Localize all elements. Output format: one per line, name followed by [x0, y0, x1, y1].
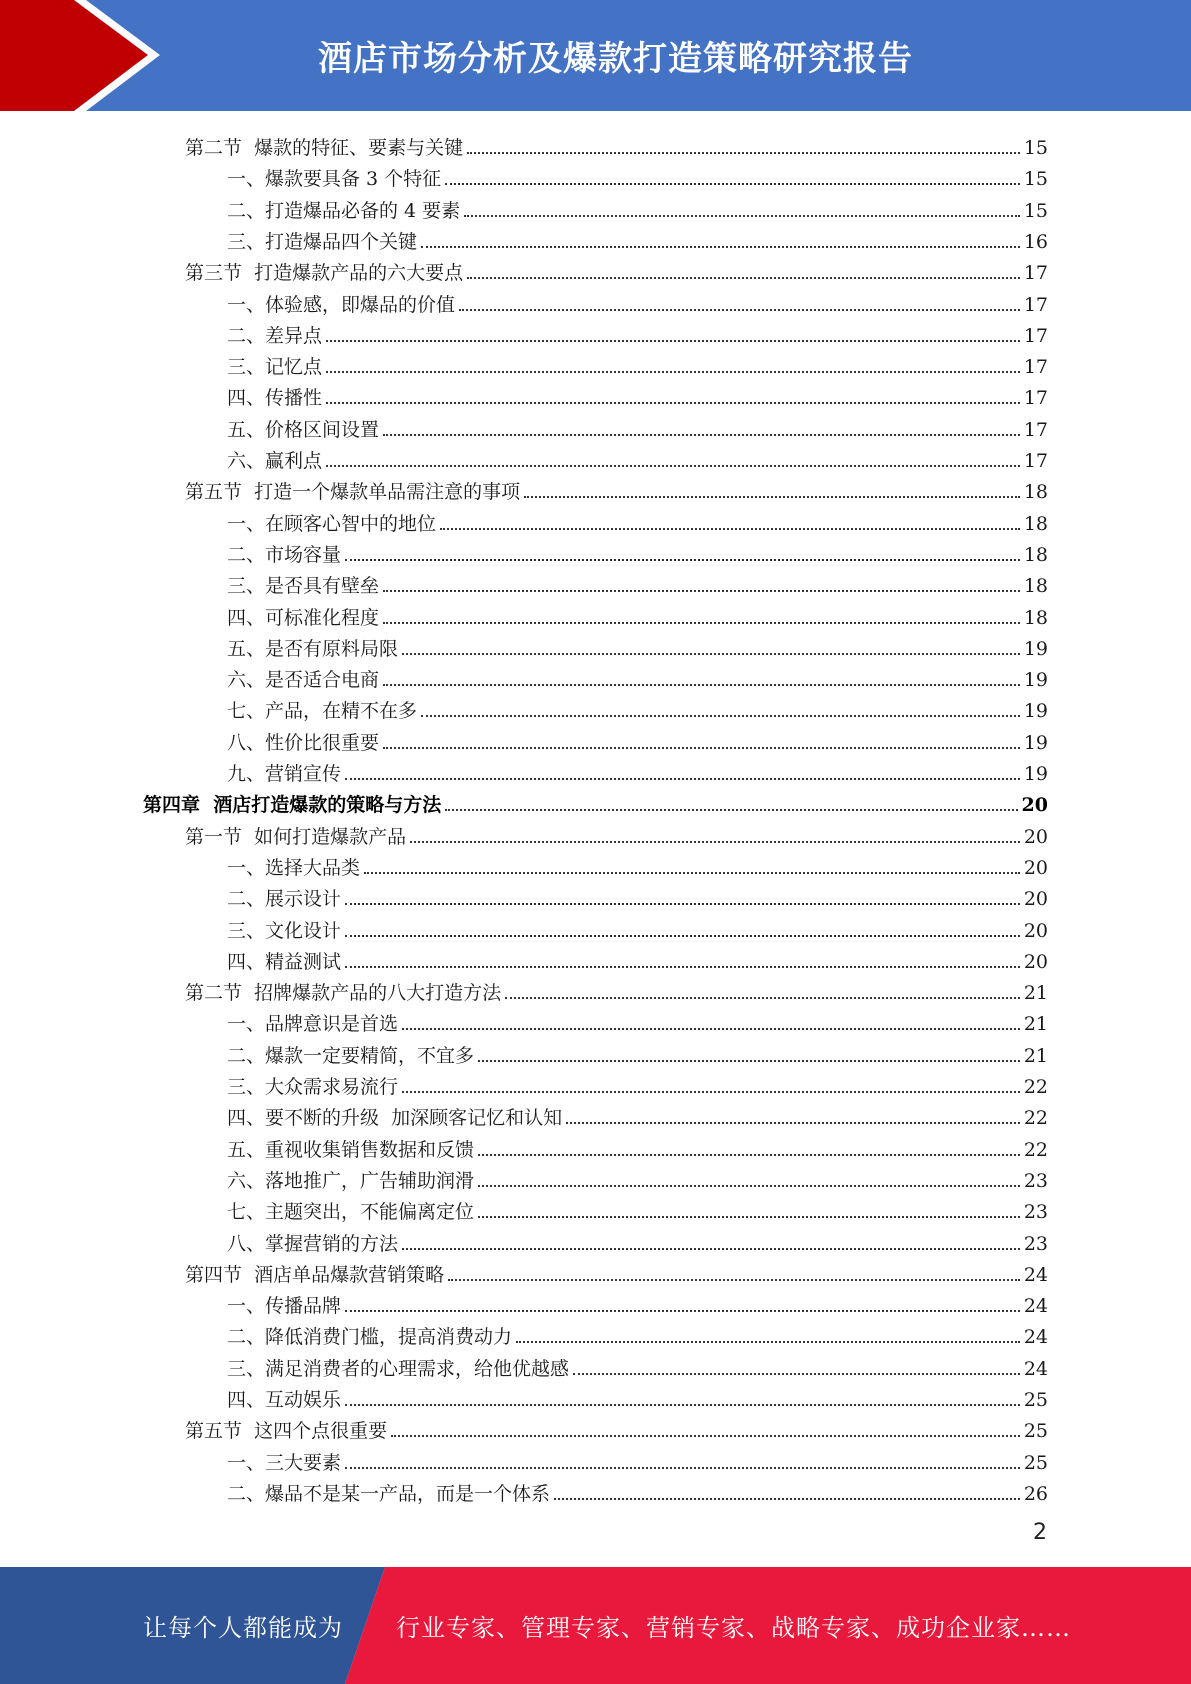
- toc-entry[interactable]: [227, 753, 1048, 784]
- toc-entry[interactable]: [227, 409, 1048, 440]
- toc-entry[interactable]: [227, 1129, 1048, 1160]
- header-arrow-decoration: [0, 0, 200, 111]
- toc-entry-page: 17: [1023, 324, 1048, 347]
- toc-entry-page: 15: [1023, 168, 1048, 191]
- toc-entry[interactable]: [185, 816, 1048, 847]
- toc-entry[interactable]: [227, 1223, 1048, 1254]
- toc-entry-page: 24: [1023, 1295, 1048, 1318]
- toc-dot-leader: [345, 1403, 1020, 1406]
- toc-entry-page: 25: [1023, 1451, 1048, 1474]
- report-title: 酒店市场分析及爆款打造策略研究报告: [318, 39, 913, 79]
- toc-entry[interactable]: [227, 565, 1048, 596]
- toc-entry-page: 18: [1023, 606, 1048, 629]
- toc-dot-leader: [467, 276, 1020, 279]
- toc-entry-page: 22: [1023, 1138, 1048, 1161]
- toc-entry[interactable]: [185, 252, 1048, 283]
- toc-dot-leader: [516, 1340, 1020, 1343]
- toc-entry-label: 一、爆款要具备 3 个特征: [227, 168, 442, 191]
- toc-entry-page: 25: [1023, 1389, 1048, 1411]
- toc-dot-leader: [410, 840, 1020, 843]
- toc-dot-leader: [402, 1090, 1020, 1093]
- toc-entry-page: 20: [1021, 794, 1048, 817]
- toc-dot-leader: [402, 1247, 1020, 1250]
- page-header: [0, 0, 1191, 111]
- toc-entry-label: 七、产品，在精不在多: [227, 700, 418, 723]
- toc-entry[interactable]: [227, 1035, 1048, 1066]
- toc-entry-page: 20: [1023, 888, 1048, 911]
- toc-dot-leader: [326, 401, 1020, 404]
- toc-dot-leader: [478, 1059, 1020, 1062]
- footer-slogan-right: 行业专家、管理专家、营销专家、战略专家、成功企业家……: [396, 1614, 1071, 1642]
- toc-entry-label: 第二节 招牌爆款产品的八大打造方法: [185, 982, 502, 1005]
- toc-entry[interactable]: [227, 1442, 1048, 1473]
- toc-dot-leader: [345, 777, 1020, 780]
- toc-dot-leader: [464, 214, 1020, 217]
- toc-entry[interactable]: [227, 377, 1048, 408]
- toc-entry-label: 八、性价比很重要: [227, 731, 380, 754]
- toc-entry-label: 二、爆品不是某一产品，而是一个体系: [227, 1482, 551, 1505]
- toc-dot-leader: [459, 308, 1020, 311]
- toc-dot-leader: [505, 996, 1020, 999]
- toc-entry[interactable]: [227, 1191, 1048, 1222]
- toc-entry-label: 一、品牌意识是首选: [227, 1013, 399, 1036]
- toc-dot-leader: [566, 1121, 1020, 1124]
- toc-entry-label: 一、选择大品类: [227, 856, 361, 879]
- toc-entry-page: 24: [1023, 1357, 1048, 1380]
- toc-entry-label: 二、降低消费门槛，提高消费动力: [227, 1326, 513, 1349]
- toc-entry-label: 四、精益测试: [227, 950, 342, 973]
- toc-dot-leader: [391, 1434, 1020, 1437]
- toc-dot-leader: [345, 902, 1020, 905]
- toc-entry-label: 四、要不断的升级 加深顾客记忆和认知: [227, 1107, 563, 1130]
- toc-entry-label: 三、文化设计: [227, 919, 342, 942]
- toc-dot-leader: [326, 339, 1020, 342]
- toc-entry-page: 18: [1023, 575, 1048, 598]
- toc-dot-leader: [383, 746, 1020, 749]
- toc-entry-label: 一、三大要素: [227, 1451, 342, 1474]
- toc-dot-leader: [421, 714, 1020, 717]
- toc-entry-page: 23: [1023, 1169, 1048, 1192]
- toc-dot-leader: [445, 182, 1020, 185]
- toc-entry[interactable]: [227, 221, 1048, 252]
- toc-dot-leader: [345, 558, 1020, 561]
- toc-entry[interactable]: [185, 471, 1048, 502]
- toc-entry[interactable]: [227, 284, 1048, 315]
- toc-entry-page: 20: [1023, 950, 1048, 973]
- toc-entry[interactable]: [227, 1316, 1048, 1347]
- toc-entry[interactable]: [185, 972, 1048, 1003]
- toc-entry-page: 19: [1023, 637, 1048, 660]
- toc-dot-leader: [326, 464, 1020, 467]
- toc-dot-leader: [383, 683, 1020, 686]
- toc-dot-leader: [345, 1309, 1020, 1312]
- toc-entry-page: 23: [1023, 1201, 1048, 1224]
- toc-entry[interactable]: [227, 910, 1048, 941]
- toc-entry[interactable]: [227, 941, 1048, 972]
- toc-entry-label: 一、体验感，即爆品的价值: [227, 293, 456, 316]
- toc-entry[interactable]: [227, 346, 1048, 377]
- toc-entry-page: 15: [1023, 199, 1048, 222]
- toc-entry[interactable]: [227, 878, 1048, 909]
- toc-entry[interactable]: [227, 628, 1048, 659]
- toc-entry-label: 第三节 打造爆款产品的六大要点: [185, 262, 464, 285]
- toc-entry-page: 16: [1023, 230, 1048, 253]
- toc-entry-label: 二、爆款一定要精简，不宜多: [227, 1044, 475, 1067]
- toc-entry[interactable]: [185, 1254, 1048, 1285]
- toc-entry-page: 24: [1023, 1263, 1048, 1286]
- toc-entry-label: 三、大众需求易流行: [227, 1076, 399, 1098]
- toc-entry-label: 三、打造爆品四个关键: [227, 230, 418, 253]
- toc-entry[interactable]: [227, 1160, 1048, 1191]
- toc-dot-leader: [448, 1278, 1020, 1281]
- toc-entry-label: 一、在顾客心智中的地位: [227, 512, 437, 535]
- toc-dot-leader: [421, 245, 1020, 248]
- toc-dot-leader: [345, 934, 1020, 937]
- toc-entry[interactable]: [227, 440, 1048, 471]
- toc-dot-leader: [364, 871, 1020, 874]
- toc-entry-label: 六、是否适合电商: [227, 669, 380, 692]
- toc-entry-label: 三、是否具有壁垒: [227, 575, 380, 598]
- toc-entry[interactable]: [227, 722, 1048, 753]
- toc-entry-page: 19: [1023, 700, 1048, 723]
- toc-entry-label: 五、是否有原料局限: [227, 637, 399, 660]
- toc-entry-label: 四、传播性: [227, 387, 323, 410]
- toc-entry-page: 21: [1023, 982, 1048, 1005]
- toc-entry-page: 25: [1023, 1420, 1048, 1443]
- toc-entry-page: 19: [1023, 669, 1048, 692]
- toc-entry-label: 一、传播品牌: [227, 1295, 342, 1318]
- toc-dot-leader: [345, 965, 1020, 968]
- page-footer: [0, 1567, 1191, 1684]
- toc-entry[interactable]: [227, 1066, 1048, 1097]
- toc-entry-label: 六、落地推广，广告辅助润滑: [227, 1169, 475, 1192]
- toc-dot-leader: [478, 1215, 1020, 1218]
- toc-dot-leader: [524, 495, 1020, 498]
- toc-entry[interactable]: [227, 659, 1048, 690]
- page-number: 2: [1033, 1520, 1047, 1545]
- toc-dot-leader: [326, 370, 1020, 373]
- toc-entry-page: 18: [1023, 481, 1048, 504]
- toc-entry-label: 三、记忆点: [227, 356, 323, 379]
- toc-entry-label: 二、打造爆品必备的 4 要素: [227, 199, 461, 222]
- toc-entry-label: 第二节 爆款的特征、要素与关键: [185, 137, 464, 159]
- toc-entry[interactable]: [227, 503, 1048, 534]
- toc-entry[interactable]: [227, 1348, 1048, 1379]
- toc-entry-page: 26: [1023, 1482, 1048, 1505]
- toc-entry[interactable]: [227, 1003, 1048, 1034]
- toc-dot-leader: [402, 1027, 1020, 1030]
- toc-dot-leader: [402, 652, 1020, 655]
- toc-entry[interactable]: [227, 1473, 1048, 1504]
- toc-dot-leader: [345, 1466, 1020, 1469]
- toc-entry[interactable]: [185, 127, 1048, 158]
- toc-entry-label: 第五节 打造一个爆款单品需注意的事项: [185, 481, 521, 504]
- toc-entry-label: 四、互动娱乐: [227, 1389, 342, 1411]
- toc-entry[interactable]: [185, 1410, 1048, 1441]
- toc-entry[interactable]: [227, 690, 1048, 721]
- toc-entry-label: 五、重视收集销售数据和反馈: [227, 1138, 475, 1161]
- toc-entry-label: 二、市场容量: [227, 543, 342, 566]
- toc-entry-label: 四、可标准化程度: [227, 606, 380, 629]
- toc-entry-label: 二、展示设计: [227, 888, 342, 911]
- toc-entry[interactable]: [227, 597, 1048, 628]
- toc-dot-leader: [478, 1153, 1020, 1156]
- toc-entry[interactable]: [227, 158, 1048, 189]
- toc-entry[interactable]: [227, 534, 1048, 565]
- toc-entry[interactable]: [227, 315, 1048, 346]
- toc-entry-page: 18: [1023, 543, 1048, 566]
- toc-entry-page: 19: [1023, 763, 1048, 785]
- toc-entry[interactable]: [227, 1285, 1048, 1316]
- toc-dot-leader: [383, 433, 1020, 436]
- toc-entry-page: 17: [1023, 356, 1048, 379]
- toc-entry-label: 二、差异点: [227, 324, 323, 347]
- toc-dot-leader: [383, 621, 1020, 624]
- toc-entry-page: 17: [1023, 387, 1048, 410]
- toc-entry[interactable]: [227, 190, 1048, 221]
- toc-entry[interactable]: [227, 1379, 1048, 1410]
- toc-entry-page: 17: [1023, 262, 1048, 285]
- toc-dot-leader: [478, 1184, 1020, 1187]
- toc-dot-leader: [383, 589, 1020, 592]
- toc-entry[interactable]: [227, 1097, 1048, 1128]
- toc-dot-leader: [445, 808, 1017, 811]
- toc-entry-label: 五、价格区间设置: [227, 418, 380, 441]
- toc-entry-label: 六、赢利点: [227, 450, 323, 472]
- toc-entry-page: 15: [1023, 137, 1048, 159]
- toc-entry-page: 19: [1023, 731, 1048, 754]
- toc-entry-page: 20: [1023, 919, 1048, 942]
- toc-dot-leader: [440, 527, 1020, 530]
- toc-entry-label: 九、营销宣传: [227, 763, 342, 785]
- toc-entry-page: 24: [1023, 1326, 1048, 1349]
- toc-entry-label: 第四节 酒店单品爆款营销策略: [185, 1263, 445, 1286]
- toc-entry-page: 18: [1023, 512, 1048, 535]
- toc-entry-label: 第五节 这四个点很重要: [185, 1420, 388, 1443]
- toc-entry-page: 22: [1023, 1076, 1048, 1098]
- toc-entry[interactable]: [143, 784, 1048, 815]
- toc-entry-label: 第四章 酒店打造爆款的策略与方法: [143, 794, 442, 817]
- toc-entry-label: 第一节 如何打造爆款产品: [185, 825, 407, 848]
- toc-entry-page: 23: [1023, 1232, 1048, 1255]
- toc-entry-label: 七、主题突出，不能偏离定位: [227, 1201, 475, 1224]
- toc-entry-page: 20: [1023, 825, 1048, 848]
- toc-entry-page: 22: [1023, 1107, 1048, 1130]
- toc-entry-label: 八、掌握营销的方法: [227, 1232, 399, 1255]
- toc-dot-leader: [573, 1372, 1020, 1375]
- toc-entry-label: 三、满足消费者的心理需求，给他优越感: [227, 1357, 570, 1380]
- footer-slogan-left: 让每个人都能成为: [143, 1614, 343, 1642]
- toc-dot-leader: [554, 1497, 1020, 1500]
- toc-entry-page: 21: [1023, 1044, 1048, 1067]
- toc-entry[interactable]: [227, 847, 1048, 878]
- toc-dot-leader: [467, 151, 1020, 154]
- toc-entry-page: 21: [1023, 1013, 1048, 1036]
- toc-entry-page: 17: [1023, 293, 1048, 316]
- toc-entry-page: 17: [1023, 418, 1048, 441]
- toc-entry-page: 20: [1023, 856, 1048, 879]
- toc-entry-page: 17: [1023, 450, 1048, 472]
